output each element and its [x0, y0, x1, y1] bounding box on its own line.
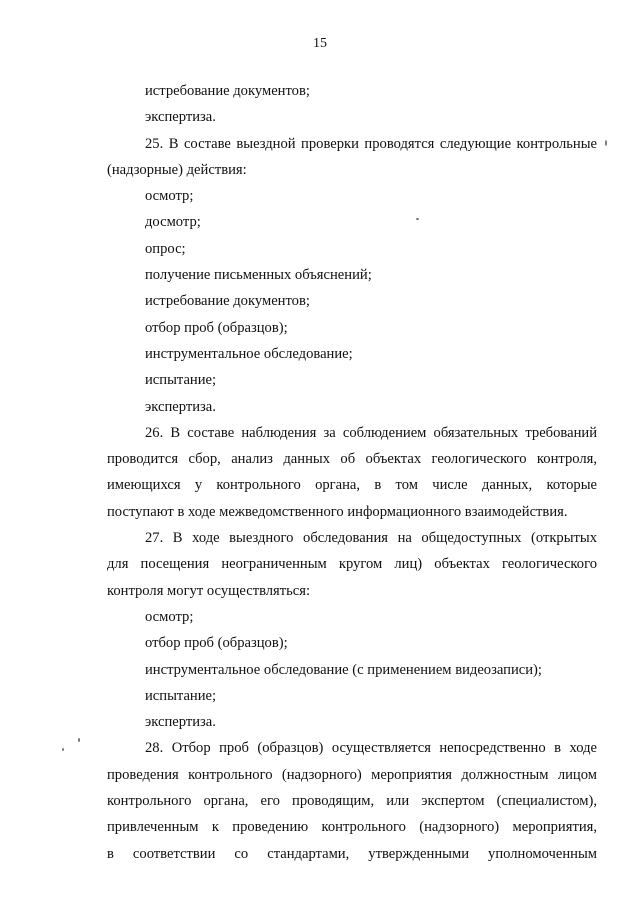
text-line: в соответствии со стандартами, утвержденными уполномоченным: [107, 845, 597, 862]
text-line: 27. В ходе выездного обследования на общедоступных (открытых: [145, 530, 597, 547]
text-line: отбор проб (образцов);: [145, 635, 288, 652]
text-line: получение письменных объяснений;: [145, 267, 372, 284]
scan-speck: [62, 748, 64, 751]
text-line: контрольного органа, его проводящим, или экспертом (специалистом),: [107, 793, 597, 810]
text-line: (надзорные) действия:: [107, 161, 247, 178]
text-line: опрос;: [145, 240, 186, 257]
text-line: контроля могут осуществляться:: [107, 582, 311, 599]
text-line: досмотр;: [145, 214, 201, 231]
text-line: экспертиза.: [145, 714, 216, 731]
text-line: инструментальное обследование (с применением видеозаписи);: [145, 661, 542, 678]
document-body: [107, 78, 597, 867]
text-line: истребование документов;: [145, 83, 310, 99]
page-number: 15: [313, 36, 327, 51]
text-line: 26. В составе наблюдения за соблюдением обязательных требований: [145, 424, 597, 441]
text-line: осмотр;: [145, 608, 194, 625]
text-line: проведения контрольного (надзорного) мероприятия должностным лицом: [107, 766, 597, 783]
text-line: проводится сбор, анализ данных об объектах геологического контроля,: [107, 451, 597, 468]
text-line: отбор проб (образцов);: [145, 319, 288, 336]
text-line: для посещения неограниченным кругом лиц) объектах геологического: [107, 556, 597, 573]
text-line: испытание;: [145, 687, 217, 704]
text-line: осмотр;: [145, 188, 194, 205]
text-line: экспертиза.: [145, 109, 216, 126]
text-line: 28. Отбор проб (образцов) осуществляется непосредственно в ходе: [145, 740, 597, 757]
text-line: испытание;: [145, 372, 217, 389]
scan-speck: [605, 140, 607, 146]
text-line: инструментальное обследование;: [145, 345, 353, 362]
text-line: привлеченным к проведению контрольного (надзорного) мероприятия,: [107, 819, 597, 836]
text-line: поступают в ходе межведомственного информационного взаимодействия.: [107, 503, 568, 520]
text-line: экспертиза.: [145, 398, 216, 415]
scan-speck: [416, 218, 419, 220]
text-line: 25. В составе выездной проверки проводятся следующие контрольные: [145, 135, 597, 152]
text-line: имеющихся у контрольного органа, в том числе данных, которые: [107, 477, 597, 494]
scan-speck: [78, 738, 80, 742]
text-line: истребование документов;: [145, 293, 310, 310]
